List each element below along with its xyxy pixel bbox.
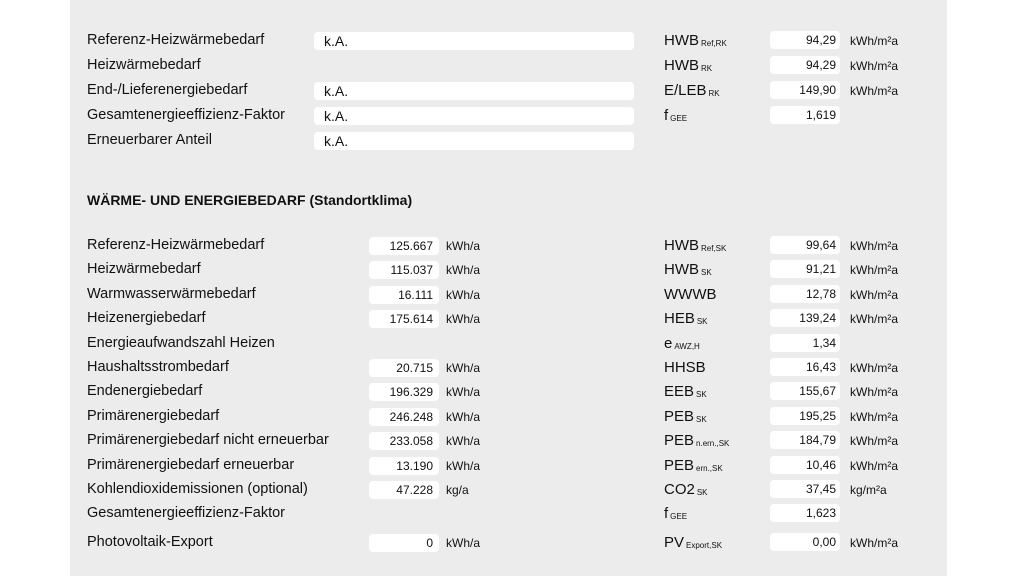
- absolute-unit: kWh/a: [446, 459, 481, 473]
- section-title: WÄRME- UND ENERGIEBEDARF (Standortklima): [87, 192, 413, 208]
- energy-row: [70, 285, 947, 309]
- symbol-main: E/LEB: [664, 82, 707, 99]
- absolute-value-field: 115.037: [369, 261, 439, 279]
- symbol-subscript: AWZ,H: [674, 342, 700, 351]
- specific-value-field: 99,64: [770, 236, 840, 254]
- energy-row: [70, 407, 947, 431]
- absolute-value-field: 125.667: [369, 237, 439, 255]
- specific-value-field: 155,67: [770, 382, 840, 400]
- symbol-label: [664, 32, 727, 53]
- symbol-label: [664, 107, 687, 128]
- energy-row: [70, 309, 947, 333]
- symbol-subscript: Ref,RK: [701, 39, 727, 48]
- specific-value-field: 1,619: [770, 106, 840, 124]
- absolute-value-field: 175.614: [369, 310, 439, 328]
- specific-unit: kWh/m²a: [850, 239, 898, 253]
- absolute-unit: kWh/a: [446, 263, 481, 277]
- symbol-subscript: SK: [696, 390, 707, 399]
- absolute-value-field: 47.228: [369, 481, 439, 499]
- specific-value-field: 1,34: [770, 334, 840, 352]
- absolute-unit: kWh/a: [446, 312, 481, 326]
- symbol-subscript: SK: [696, 488, 708, 497]
- value-field: k.A.: [314, 82, 634, 100]
- energy-row: [70, 334, 947, 358]
- row-label: Endenergiebedarf: [87, 383, 203, 399]
- specific-value-field: 16,43: [770, 358, 840, 376]
- specific-value-field: 149,90: [770, 81, 840, 99]
- symbol-main: EEB: [664, 383, 695, 400]
- specific-value-field: 184,79: [770, 431, 840, 449]
- absolute-unit: kWh/a: [446, 361, 481, 375]
- row-label: Photovoltaik-Export: [87, 534, 213, 550]
- row-label: Energieaufwandszahl Heizen: [87, 335, 275, 351]
- value-field: k.A.: [314, 132, 634, 150]
- symbol-label: [664, 481, 708, 502]
- symbol-main: HWB: [664, 32, 699, 49]
- absolute-unit: kWh/a: [446, 288, 481, 302]
- specific-value-field: 91,21: [770, 260, 840, 278]
- symbol-main: HWB: [664, 261, 699, 278]
- symbol-main: PEB: [664, 408, 695, 425]
- row-label: Heizwärmebedarf: [87, 57, 201, 73]
- energy-row: [70, 480, 947, 504]
- specific-value-field: 94,29: [770, 56, 840, 74]
- energy-row: [70, 358, 947, 382]
- symbol-main: HWB: [664, 57, 699, 74]
- specific-value-field: 12,78: [770, 285, 840, 303]
- energy-row: [70, 504, 947, 528]
- absolute-value-field: 196.329: [369, 383, 439, 401]
- symbol-label: [664, 359, 706, 377]
- absolute-value-field: 13.190: [369, 457, 439, 475]
- symbol-subscript: Ref,SK: [701, 244, 727, 253]
- symbol-subscript: RK: [708, 89, 720, 98]
- symbol-main: f: [664, 107, 669, 124]
- symbol-subscript: SK: [701, 268, 712, 277]
- symbol-subscript: GEE: [670, 114, 688, 123]
- energy-row: [70, 431, 947, 455]
- symbol-subscript: RK: [701, 64, 713, 73]
- absolute-unit: kWh/a: [446, 385, 481, 399]
- energy-row: [70, 533, 947, 557]
- energy-row: [70, 382, 947, 406]
- symbol-main: PEB: [664, 457, 695, 474]
- top-row: [70, 81, 947, 105]
- symbol-label: [664, 534, 722, 555]
- specific-value-field: 195,25: [770, 407, 840, 425]
- symbol-subscript: Export,SK: [686, 541, 723, 550]
- symbol-main: WWWB: [664, 286, 717, 303]
- symbol-label: [664, 505, 687, 526]
- specific-value-field: 94,29: [770, 31, 840, 49]
- specific-unit: kWh/m²a: [850, 263, 898, 277]
- row-label: Warmwasserwärmebedarf: [87, 286, 256, 302]
- specific-unit: kWh/m²a: [850, 288, 898, 302]
- symbol-label: [664, 82, 720, 103]
- row-label: End-/Lieferenergiebedarf: [87, 82, 248, 98]
- absolute-unit: kWh/a: [446, 434, 481, 448]
- symbol-main: PEB: [664, 432, 695, 449]
- value-field: k.A.: [314, 107, 634, 125]
- specific-value-field: 0,00: [770, 533, 840, 551]
- absolute-unit: kg/a: [446, 483, 469, 497]
- top-row: [70, 131, 947, 155]
- specific-unit: kWh/m²a: [850, 361, 898, 375]
- symbol-label: [664, 383, 707, 404]
- row-label: Gesamtenergieeffizienz-Faktor: [87, 505, 285, 521]
- symbol-subscript: ern.,SK: [696, 464, 723, 473]
- row-label: Primärenergiebedarf erneuerbar: [87, 457, 295, 473]
- specific-unit: kWh/m²a: [850, 410, 898, 424]
- symbol-main: HEB: [664, 310, 695, 327]
- specific-unit: kWh/m²a: [850, 536, 898, 550]
- symbol-subscript: n.ern.,SK: [696, 439, 730, 448]
- row-label: Referenz-Heizwärmebedarf: [87, 237, 265, 253]
- symbol-label: [664, 335, 700, 356]
- specific-unit: kWh/m²a: [850, 434, 898, 448]
- specific-value-field: 1,623: [770, 504, 840, 522]
- symbol-subscript: SK: [696, 317, 708, 326]
- symbol-main: PV: [664, 534, 685, 551]
- row-label: Gesamtenergieeffizienz-Faktor: [87, 107, 285, 123]
- symbol-label: [664, 408, 707, 429]
- absolute-value-field: 0: [369, 534, 439, 552]
- specific-value-field: 37,45: [770, 480, 840, 498]
- symbol-label: [664, 57, 712, 78]
- symbol-main: HWB: [664, 237, 699, 254]
- value-field: k.A.: [314, 32, 634, 50]
- energy-row: [70, 456, 947, 480]
- specific-unit: kWh/m²a: [850, 84, 898, 98]
- specific-unit: kWh/m²a: [850, 459, 898, 473]
- symbol-label: [664, 310, 708, 331]
- specific-value-field: 139,24: [770, 309, 840, 327]
- symbol-subscript: SK: [696, 415, 707, 424]
- row-label: Primärenergiebedarf: [87, 408, 220, 424]
- symbol-main: e: [664, 335, 673, 352]
- row-label: Heizenergiebedarf: [87, 310, 206, 326]
- specific-unit: kWh/m²a: [850, 385, 898, 399]
- specific-unit: kWh/m²a: [850, 59, 898, 73]
- absolute-unit: kWh/a: [446, 536, 481, 550]
- symbol-main: HHSB: [664, 359, 706, 376]
- absolute-value-field: 16.111: [369, 286, 439, 304]
- specific-unit: kWh/m²a: [850, 312, 898, 326]
- absolute-unit: kWh/a: [446, 239, 481, 253]
- absolute-value-field: 233.058: [369, 432, 439, 450]
- row-label: Haushaltsstrombedarf: [87, 359, 229, 375]
- row-label: Primärenergiebedarf nicht erneuerbar: [87, 432, 329, 448]
- absolute-unit: kWh/a: [446, 410, 481, 424]
- specific-value-field: 10,46: [770, 456, 840, 474]
- top-row: [70, 31, 947, 55]
- energy-row: [70, 236, 947, 260]
- energy-certificate-panel: [70, 0, 947, 576]
- row-label: Erneuerbarer Anteil: [87, 132, 212, 148]
- energy-row: [70, 260, 947, 284]
- row-label: Referenz-Heizwärmebedarf: [87, 32, 265, 48]
- symbol-label: [664, 261, 712, 282]
- row-label: Heizwärmebedarf: [87, 261, 201, 277]
- specific-unit: kWh/m²a: [850, 34, 898, 48]
- row-label: Kohlendioxidemissionen (optional): [87, 481, 308, 497]
- specific-unit: kg/m²a: [850, 483, 887, 497]
- symbol-main: CO2: [664, 481, 695, 498]
- symbol-main: f: [664, 505, 669, 522]
- symbol-label: [664, 286, 716, 304]
- top-row: [70, 56, 947, 80]
- symbol-label: [664, 432, 729, 453]
- top-row: [70, 106, 947, 130]
- symbol-label: [664, 237, 726, 258]
- symbol-subscript: GEE: [670, 512, 688, 521]
- absolute-value-field: 246.248: [369, 408, 439, 426]
- symbol-label: [664, 457, 723, 478]
- absolute-value-field: 20.715: [369, 359, 439, 377]
